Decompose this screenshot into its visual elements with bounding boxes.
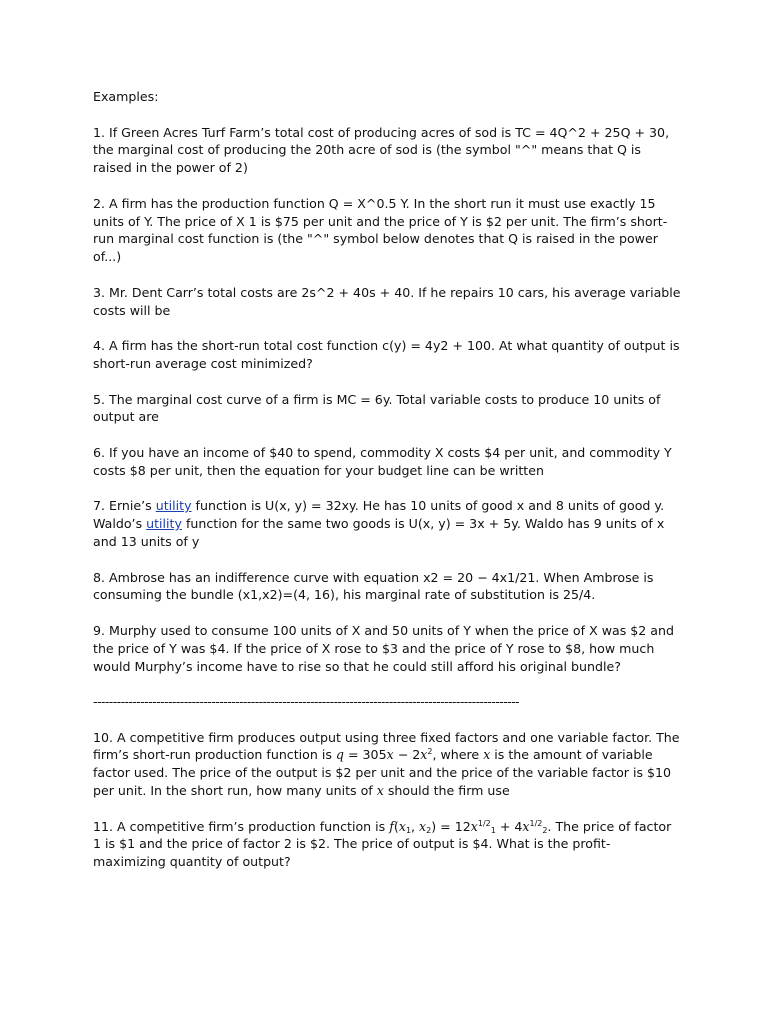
question-10 (93, 729, 683, 800)
f-variable: f (389, 818, 394, 834)
utility-link-1[interactable]: utility (155, 498, 192, 514)
x-variable: x (522, 818, 530, 834)
question-11-text-1: 11. A competitive firm’s production function is (93, 818, 390, 834)
question-3: 3. Mr. Dent Carr’s total costs are 2s^2 + 40s + 40. If he repairs 10 cars, his average variable costs will be (93, 284, 681, 318)
question-7-text-2: function is U(x, y) = 32xy. He has 10 units of good x and 8 units of good y. Waldo’s (93, 498, 665, 532)
question-5: 5. The marginal cost curve of a firm is MC = 6y. Total variable costs to produce 10 units of output are (93, 391, 661, 425)
question-10-text-1: 10. A competitive firm produces output using three fixed factors and one variable factor. The firm’s short-run production function is (93, 729, 680, 763)
examples-heading: Examples: (93, 89, 159, 104)
exponent: 1/2 (529, 818, 543, 828)
question-1: 1. If Green Acres Turf Farm’s total cost of producing acres of sod is TC = 4Q^2 + 25Q + 30, the marginal cost of producing the 20th acre of sod is (the symbol "^" means that Q is raised in the power of 2) (93, 124, 670, 176)
x-variable: x (376, 783, 384, 799)
subscript: 2 (542, 825, 548, 835)
x-variable: x (483, 747, 491, 763)
question-8: 8. Ambrose has an indifference curve with equation x2 = 20 − 4x1/21. When Ambrose is consuming the bundle (x1,x2)=(4, 16), his marginal rate of substitution is 25/4. (93, 569, 654, 603)
question-6: 6. If you have an income of $40 to spend, commodity X costs $4 per unit, and commodity Y costs $8 per unit, then the equation for your budget line can be written (93, 444, 672, 478)
comma: , (411, 818, 420, 834)
exponent: 2 (427, 747, 433, 757)
question-7-text-3: function for the same two goods is U(x, y) = 3x + 5y. Waldo has 9 units of x and 13 units of y (93, 516, 665, 549)
section-divider: ------------------------------------------------------------------------------------------------------------ (93, 694, 519, 710)
exponent: 1/2 (477, 818, 491, 828)
question-4: 4. A firm has the short-run total cost function c(y) = 4y2 + 100. At what quantity of output is short-run average cost minimized? (93, 338, 680, 371)
x-variable: x (398, 818, 406, 834)
question-11-text-2: . The price of factor 1 is $1 and the price of factor 2 is $2. The price of output is $4. What is the profit-maximizing quantity of output? (93, 818, 672, 870)
question-9: 9. Murphy used to consume 100 units of X and 50 units of Y when the price of X was $2 and the price of Y was $4. If the price of X rose to $3 and the price of Y rose to $8, how much would Murphy’s income have to rise so that he could still afford his original bundle? (93, 622, 674, 674)
question-10-text-4: should the firm use (383, 783, 510, 799)
question-11 (93, 818, 683, 871)
question-10-text-2: , where (432, 747, 484, 763)
subscript: 1 (490, 825, 496, 835)
x-variable: x (420, 747, 428, 763)
question-2: 2. A firm has the production function Q = X^0.5 Y. In the short run it must use exactly 15 units of Y. The price of X 1 is $75 per unit and the price of Y is $2 per unit. The firm’s short-run marginal cost function is (the "^" symbol below denotes that Q is raised in the power of...) (93, 195, 668, 265)
paren-open: ( (393, 818, 399, 834)
subscript: 2 (426, 825, 432, 835)
q-variable: q (335, 747, 344, 763)
equation-part: ) = 12 (431, 818, 471, 834)
document-page (93, 88, 683, 889)
equation-part: − 2 (393, 747, 421, 763)
x-variable: x (386, 747, 394, 763)
x-variable: x (419, 818, 427, 834)
subscript: 1 (405, 825, 412, 835)
question-10-text-3: is the amount of variable factor used. The price of the output is $2 per unit and the price of the variable factor is $10 per unit. In the short run, how many units of (93, 747, 672, 799)
x-variable: x (470, 818, 478, 834)
equation-part: + 4 (495, 818, 523, 834)
utility-link-2[interactable]: utility (146, 516, 182, 532)
question-7-text-1: 7. Ernie’s (93, 498, 156, 514)
equation-part: = 305 (343, 747, 387, 763)
question-7 (93, 497, 683, 550)
